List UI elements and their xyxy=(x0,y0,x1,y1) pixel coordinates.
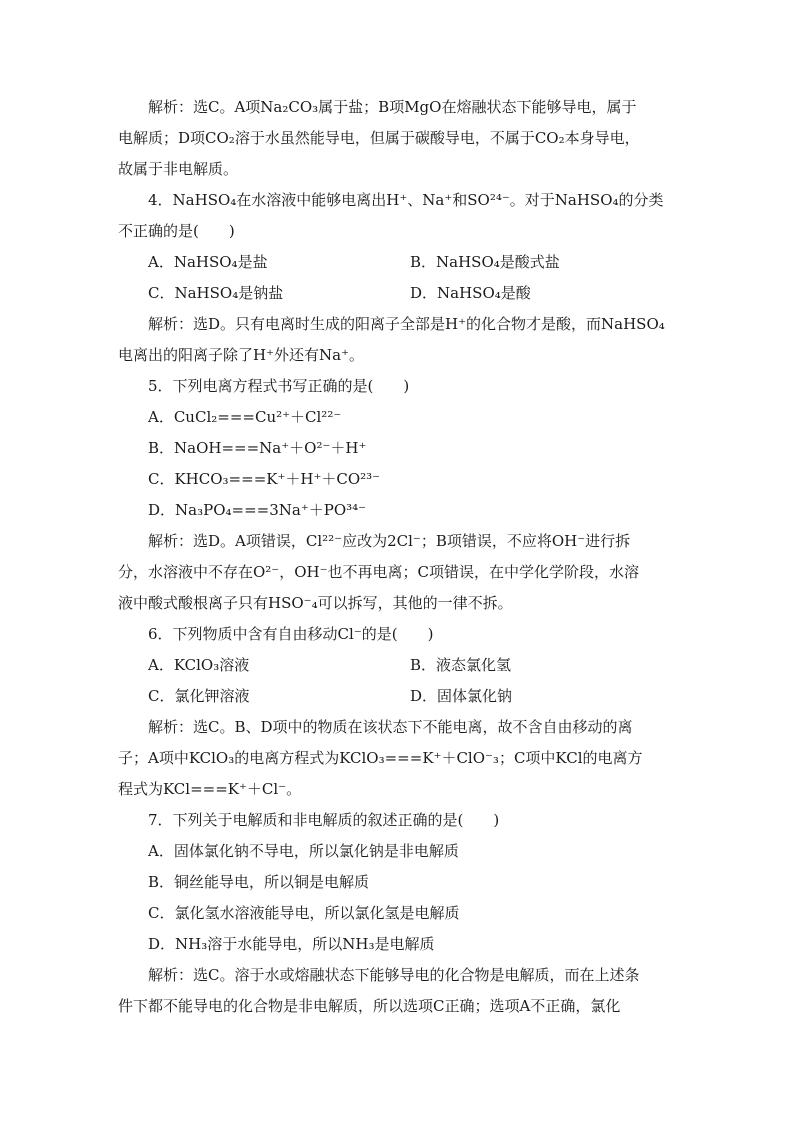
question-7-option-d: D．NH₃溶于水能导电，所以NH₃是电解质 xyxy=(148,935,435,953)
question-6-option-d: D．固体氯化钠 xyxy=(410,687,513,705)
question-7 xyxy=(118,805,678,836)
question-4 xyxy=(118,185,678,247)
question-5-option-b: B．NaOH===Na⁺＋O²⁻＋H⁺ xyxy=(148,439,367,457)
question-4-option-d: D．NaHSO₄是酸 xyxy=(410,284,531,302)
analysis-7-line-1: 解析：选C。溶于水或熔融状态下能够导电的化合物是电解质，而在上述条 xyxy=(148,966,640,984)
question-5-option-c: C．KHCO₃===K⁺＋H⁺＋CO²³⁻ xyxy=(148,470,381,488)
question-4-option-b: B．NaHSO₄是酸式盐 xyxy=(410,253,560,271)
question-4-line-2: 不正确的是( ) xyxy=(118,222,235,240)
document-page xyxy=(118,92,678,1022)
analysis-3-line-3: 故属于非电解质。 xyxy=(118,160,239,178)
answer-analysis-3 xyxy=(118,92,678,185)
question-6 xyxy=(118,619,678,650)
analysis-3-line-2: 电解质；D项CO₂溶于水虽然能导电，但属于碳酸导电，不属于CO₂本身导电， xyxy=(118,129,640,147)
question-5-option-d: D．Na₃PO₄===3Na⁺＋PO³⁴⁻ xyxy=(148,501,367,519)
question-6-option-a: A．KClO₃溶液 xyxy=(148,656,250,674)
question-6-option-b: B．液态氯化氢 xyxy=(410,656,512,674)
question-6-line-1: 6．下列物质中含有自由移动Cl⁻的是( ) xyxy=(148,625,434,643)
answer-analysis-6 xyxy=(118,712,678,805)
question-6-options-cd xyxy=(118,681,678,712)
question-4-option-c: C．NaHSO₄是钠盐 xyxy=(148,284,284,302)
analysis-5-line-1: 解析：选D。A项错误，Cl²²⁻应改为2Cl⁻；B项错误，不应将OH⁻进行拆 xyxy=(148,532,631,550)
analysis-4-line-1: 解析：选D。只有电离时生成的阳离子全部是H⁺的化合物才是酸，而NaHSO₄ xyxy=(148,315,665,333)
analysis-6-line-1: 解析：选C。B、D项中的物质在该状态下不能电离，故不含自由移动的离 xyxy=(148,718,633,736)
question-7-option-c: C．氯化氢水溶液能导电，所以氯化氢是电解质 xyxy=(148,904,460,922)
answer-analysis-5 xyxy=(118,526,678,619)
question-7-option-a: A．固体氯化钠不导电，所以氯化钠是非电解质 xyxy=(148,842,459,860)
analysis-7-line-2: 件下都不能导电的化合物是非电解质，所以选项C正确；选项A不正确，氯化 xyxy=(118,997,621,1015)
analysis-5-line-3: 液中酸式酸根离子只有HSO⁻₄可以拆写，其他的一律不拆。 xyxy=(118,594,513,612)
analysis-4-line-2: 电离出的阳离子除了H⁺外还有Na⁺。 xyxy=(118,346,364,364)
analysis-6-line-3: 程式为KCl===K⁺＋Cl⁻。 xyxy=(118,780,302,798)
question-4-line-1: 4．NaHSO₄在水溶液中能够电离出H⁺、Na⁺和SO²⁴⁻。对于NaHSO₄的分类 xyxy=(148,191,664,209)
analysis-6-line-2: 子；A项中KClO₃的电离方程式为KClO₃===K⁺＋ClO⁻₃；C项中KCl的电离方 xyxy=(118,749,643,767)
question-4-options-cd xyxy=(118,278,678,309)
answer-analysis-7 xyxy=(118,960,678,1022)
question-7-option-b: B．铜丝能导电，所以铜是电解质 xyxy=(148,873,370,891)
question-6-option-c: C．氯化钾溶液 xyxy=(148,687,250,705)
analysis-3-line-1: 解析：选C。A项Na₂CO₃属于盐；B项MgO在熔融状态下能够导电，属于 xyxy=(148,98,637,116)
question-4-option-a: A．NaHSO₄是盐 xyxy=(148,253,268,271)
question-5-option-a: A．CuCl₂===Cu²⁺＋Cl²²⁻ xyxy=(148,408,342,426)
question-7-line-1: 7．下列关于电解质和非电解质的叙述正确的是( ) xyxy=(148,811,500,829)
question-5 xyxy=(118,371,678,402)
question-6-options-ab xyxy=(118,650,678,681)
question-4-options-ab xyxy=(118,247,678,278)
answer-analysis-4 xyxy=(118,309,678,371)
analysis-5-line-2: 分，水溶液中不存在O²⁻，OH⁻也不再电离；C项错误，在中学化学阶段，水溶 xyxy=(118,563,640,581)
question-5-line-1: 5．下列电离方程式书写正确的是( ) xyxy=(148,377,410,395)
